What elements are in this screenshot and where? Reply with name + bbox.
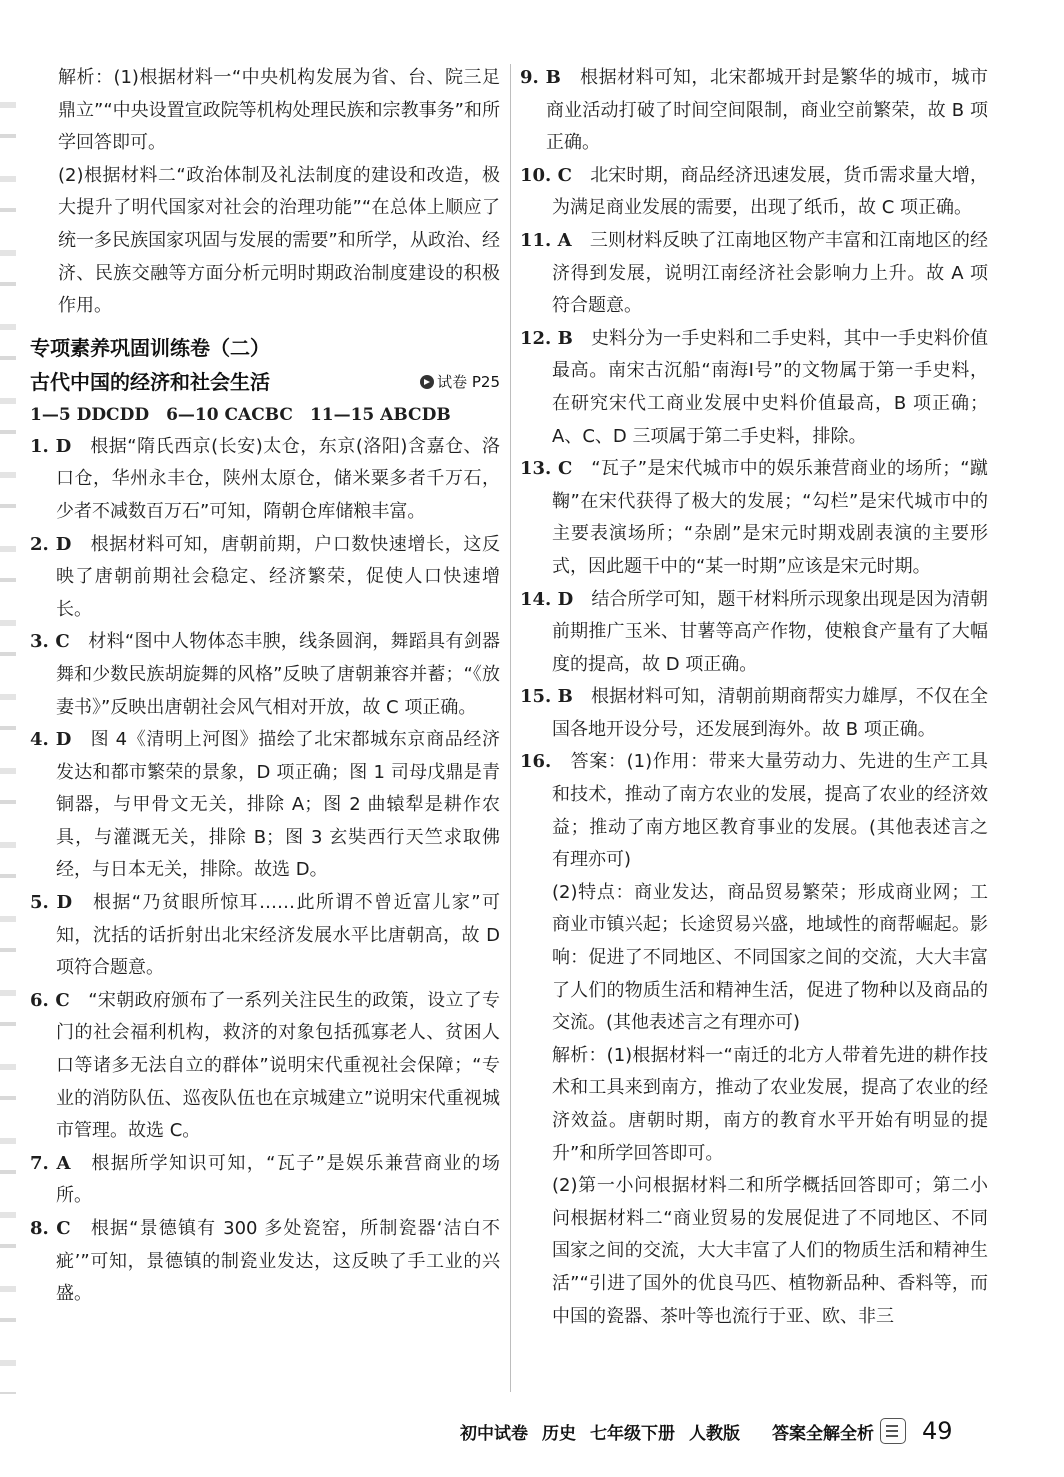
footer-grade: 七年级下册 <box>590 1423 675 1444</box>
answer-key-summary: 1—5 DDCDD 6—10 CACBC 11—15 ABCDB <box>30 404 451 425</box>
item-text: 根据所学知识可知，“瓦子”是娱乐兼营商业的场所。 <box>56 1152 500 1207</box>
book-icon <box>880 1418 906 1444</box>
item-number: 4. D <box>30 729 72 751</box>
footer-edition: 人教版 <box>689 1423 740 1444</box>
answer-item <box>520 160 988 225</box>
answer-item <box>520 584 988 682</box>
item-number: 5. D <box>30 892 73 914</box>
answer-item <box>30 1148 500 1213</box>
item-number: 10. C <box>520 164 572 186</box>
item-text: “瓦子”是宋代城市中的娱乐兼营商业的场所；“蹴鞠”在宋代获得了极大的发展；“勾栏”是宋代城市中的主要表演场所；“杂剧”是宋元时期戏剧表演的主要形式，因此题干中的“某一时期”应该是宋元时期。 <box>552 458 988 577</box>
answer-item <box>30 724 500 887</box>
section-subtitle-row <box>30 365 500 399</box>
item-text: 根据材料可知，北宋都城开封是繁华的城市，城市商业活动打破了时间空间限制，商业空前繁荣，故 B 项正确。 <box>546 67 989 154</box>
item-text: 根据“乃贫眼所惊耳……此所谓不曾近富儿家”可知，沈括的话折射出北宋经济发展水平比唐朝高，故 D 项符合题意。 <box>56 892 500 979</box>
section-subtitle: 古代中国的经济和社会生活 <box>30 369 270 394</box>
item-number: 2. D <box>30 533 72 555</box>
item-text: 结合所学可知，题干材料所示现象出现是因为清朝前期推广玉米、甘薯等高产作物，使粮食产量有了大幅度的提高，故 D 项正确。 <box>552 588 989 675</box>
footer-series: 初中试卷 <box>460 1423 528 1444</box>
answer-item <box>520 323 988 453</box>
right-column <box>520 62 988 1333</box>
item-number: 9. B <box>520 67 561 88</box>
left-column <box>30 62 500 1311</box>
item-text: “宋朝政府颁布了一系列关注民生的政策，设立了专门的社会福利机构，救济的对象包括孤寡老人、贫困人口等诸多无法自立的群体”说明宋代重视社会保障；“专业的消防队伍、巡夜队伍也在京城建立”说明宋代重视城市管理。故选 C。 <box>56 989 501 1142</box>
page-footer <box>460 1414 1020 1448</box>
paper-reference-text: 试卷 P25 <box>437 372 500 391</box>
analysis-paragraph-1: 解析：(1)根据材料一“中央机构发展为省、台、院三足鼎立”“中央设置宣政院等机构处理民族和宗教事务”和所学回答即可。 <box>58 67 500 154</box>
section-title: 专项素养巩固训练卷（二） <box>30 335 270 360</box>
item-text: 材料“图中人物体态丰腴，线条圆润，舞蹈具有剑器舞和少数民族胡旋舞的风格”反映了唐朝兼容并蓄；“《放妻书》”反映出唐朝社会风气相对开放，故 C 项正确。 <box>56 631 501 718</box>
item-number: 7. A <box>30 1152 71 1174</box>
question-16-answer <box>520 746 988 876</box>
answer-item <box>30 1213 500 1311</box>
item-number: 6. C <box>30 989 70 1011</box>
item-number: 3. C <box>30 631 70 653</box>
column-divider <box>510 64 511 1392</box>
item-text: 根据材料可知，清朝前期商帮实力雄厚，不仅在全国各地开设分号，还发展到海外。故 B 项正确。 <box>552 686 989 740</box>
item-number: 11. A <box>520 229 572 251</box>
footer-subject: 历史 <box>542 1423 576 1444</box>
item-number: 8. C <box>30 1218 71 1239</box>
answer-item <box>30 887 500 985</box>
item-text: 根据“景德镇有 300 多处瓷窑，所制瓷器‘洁白不疵’”可知，景德镇的制瓷业发达，这反映了手工业的兴盛。 <box>56 1218 500 1305</box>
item-number: 12. B <box>520 327 573 349</box>
answer-item <box>30 985 500 1148</box>
item-text: 根据材料可知，唐朝前期，户口数快速增长，这反映了唐朝前期社会稳定、经济繁荣，促使人口快速增长。 <box>56 533 501 620</box>
item-number: 13. C <box>520 458 573 480</box>
item-number: 14. D <box>520 588 574 610</box>
page-number: 49 <box>922 1417 953 1445</box>
item-text: 北宋时期，商品经济迅速发展，货币需求量大增，为满足商业发展的需要，出现了纸币，故 C 项正确。 <box>552 164 989 219</box>
question-16-answer-2: (2)特点：商业发达，商品贸易繁荣；形成商业网；工商业市镇兴起；长途贸易兴盛，地域性的商帮崛起。影响：促进了不同地区、不同国家之间的交流，大大丰富了人们的物质生活和精神生活，促进了物种以及商品的交流。(其他表述言之有理亦可) <box>552 881 988 1034</box>
item-number: 1. D <box>30 435 72 457</box>
answer-item <box>520 453 988 583</box>
item-number: 15. B <box>520 686 573 708</box>
item-text: 答案：(1)作用：带来大量劳动力、先进的生产工具和技术，推动了南方农业的发展，提高了农业的经济效益；推动了南方地区教育事业的发展。(其他表述言之有理亦可) <box>552 751 989 871</box>
answer-item <box>30 626 500 724</box>
answer-item <box>520 681 988 746</box>
question-16-analysis-1: 解析：(1)根据材料一“南迁的北方人带着先进的耕作技术和工具来到南方，推动了农业发展，提高了农业的经济效益。唐朝时期，南方的教育水平开始有明显的提升”和所学回答即可。 <box>552 1044 988 1164</box>
question-16-analysis-2: (2)第一小问根据材料二和所学概括回答即可；第二小问根据材料二“商业贸易的发展促进了不同地区、不同国家之间的交流，大大丰富了人们的物质生活和精神生活”“引进了国外的优良马匹、植物新品种、香料等，而中国的瓷器、茶叶等也流行于亚、欧、非三 <box>552 1175 988 1327</box>
answer-item <box>520 225 988 323</box>
analysis-paragraph-2: (2)根据材料二“政治体制及礼法制度的建设和改造，极大提升了明代国家对社会的治理功能”“在总体上顺应了统一多民族国家巩固与发展的需要”和所学，从政治、经济、民族交融等方面分析元明时期政治制度建设的积极作用。 <box>58 164 500 317</box>
binding-margin <box>0 64 16 1394</box>
item-text: 根据“隋氏西京(长安)太仓，东京(洛阳)含嘉仓、洛口仓，华州永丰仓，陕州太原仓，储米粟多者千万石，少者不减数百万石”可知，隋朝仓库储粮丰富。 <box>56 435 500 522</box>
answer-item <box>30 431 500 529</box>
answer-item <box>520 62 988 160</box>
answer-item <box>30 529 500 627</box>
item-text: 三则材料反映了江南地区物产丰富和江南地区的经济得到发展，说明江南经济社会影响力上升。故 A 项符合题意。 <box>552 229 988 317</box>
item-number: 16. <box>520 751 552 773</box>
item-text: 史料分为一手史料和二手史料，其中一手史料价值最高。南宋古沉船“南海Ⅰ号”的文物属于第一手史料，在研究宋代工商业发展中史料价值最高，B 项正确；A、C、D 三项属于第二手史料，排除。 <box>552 327 989 447</box>
footer-label: 答案全解全析 <box>772 1423 874 1444</box>
arrow-circle-icon <box>420 375 434 389</box>
paper-reference <box>420 365 500 399</box>
item-text: 图 4《清明上河图》描绘了北宋都城东京商品经济发达和都市繁荣的景象，D 项正确；图 1 司母戊鼎是青铜器，与甲骨文无关，排除 A；图 2 曲辕犁是耕作农具，与灌溉无关，排除 B；图 3 玄奘西行天竺求取佛经，与日本无关，排除。故选 D。 <box>56 729 501 881</box>
